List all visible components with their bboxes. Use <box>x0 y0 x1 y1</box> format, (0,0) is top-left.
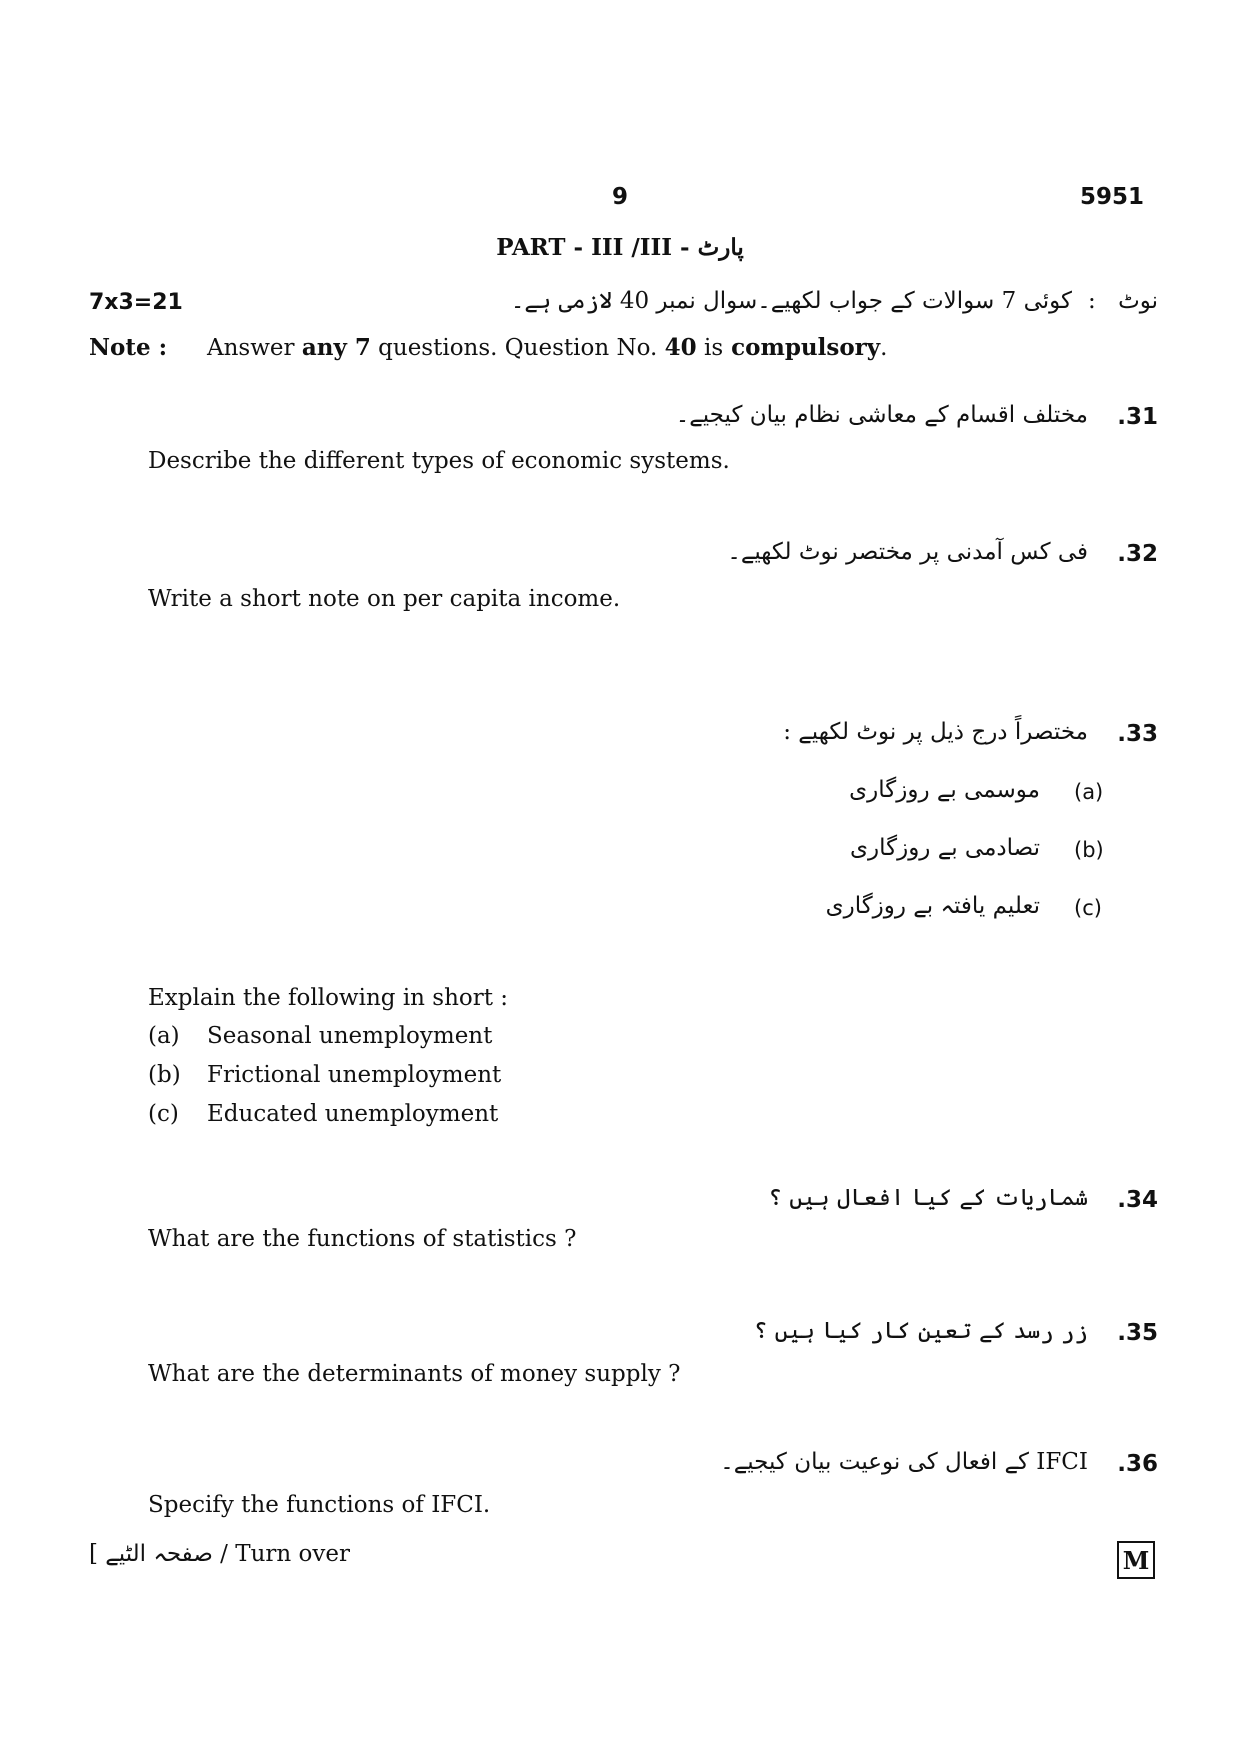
question-33-english-item-b-label: (b) <box>148 1062 181 1088</box>
question-36-english: Specify the functions of IFCI. <box>148 1492 491 1518</box>
question-33-urdu-item-c-label: (c) <box>1074 896 1102 920</box>
question-33-urdu-item-c: تعلیم یافتہ بے روزگاری <box>825 893 1040 919</box>
question-33-urdu-item-b-label: (b) <box>1074 838 1104 862</box>
question-34-urdu: شماریات کے کیا افعال ہیں ؟ <box>768 1185 1088 1211</box>
question-33-urdu: مختصراً درج ذیل پر نوٹ لکھیے : <box>783 719 1088 745</box>
question-number-31: 31. <box>1117 404 1158 430</box>
question-34-english: What are the functions of statistics ? <box>148 1226 577 1252</box>
note-urdu-label: نوٹ <box>1118 288 1158 314</box>
note-text-before: Answer <box>207 335 295 361</box>
question-33-english-item-c-label: (c) <box>148 1101 179 1127</box>
paper-code: 5951 <box>1080 184 1145 210</box>
question-number-36: 36. <box>1117 1451 1158 1477</box>
question-33-urdu-item-a-label: (a) <box>1074 780 1104 804</box>
question-number-32: 32. <box>1117 541 1158 567</box>
note-any-count: any 7 <box>301 334 371 361</box>
part-title: PART - III /III - پارٹ <box>496 234 744 261</box>
note-urdu-text: کوئی 7 سوالات کے جواب لکھیے۔سوال نمبر 40 لازمی ہے۔ <box>510 288 1072 314</box>
question-35-urdu: زر رسد کے تعین کار کیا ہیں ؟ <box>753 1318 1088 1344</box>
note-label: Note : <box>89 334 168 361</box>
question-32-english: Write a short note on per capita income. <box>148 586 621 612</box>
turn-over-label: [ صفحہ الٹیے / Turn over <box>89 1541 350 1567</box>
question-35-english: What are the determinants of money supply ? <box>148 1361 681 1387</box>
question-33-urdu-item-b: تصادمی بے روزگاری <box>850 835 1040 861</box>
question-33-english-item-c: Educated unemployment <box>207 1101 499 1127</box>
note-compulsory-word: compulsory <box>731 334 881 361</box>
question-31-urdu: مختلف اقسام کے معاشی نظام بیان کیجیے۔ <box>675 402 1088 428</box>
question-number-35: 35. <box>1117 1320 1158 1346</box>
question-33-english: Explain the following in short : <box>148 985 509 1011</box>
question-33-english-item-a: Seasonal unemployment <box>207 1023 493 1049</box>
question-33-urdu-item-a: موسمی بے روزگاری <box>849 777 1040 803</box>
question-36-urdu: IFCI کے افعال کی نوعیت بیان کیجیے۔ <box>720 1449 1088 1475</box>
question-33-english-item-a-label: (a) <box>148 1023 180 1049</box>
series-mark-box: M <box>1117 1541 1155 1579</box>
question-32-urdu: فی کس آمدنی پر مختصر نوٹ لکھیے۔ <box>727 539 1088 565</box>
note-english <box>207 334 887 361</box>
note-compulsory-number: 40 <box>664 334 697 361</box>
page-number: 9 <box>612 184 629 210</box>
question-number-33: 33. <box>1117 721 1158 747</box>
note-text-end: . <box>880 335 888 361</box>
question-number-34: 34. <box>1117 1187 1158 1213</box>
marks-allocation: 7x3=21 <box>89 290 183 315</box>
note-urdu-colon: : <box>1088 288 1096 314</box>
note-text-mid: questions. Question No. <box>378 335 658 361</box>
note-text-is: is <box>703 335 724 361</box>
question-31-english: Describe the different types of economic systems. <box>148 448 730 474</box>
question-33-english-item-b: Frictional unemployment <box>207 1062 502 1088</box>
